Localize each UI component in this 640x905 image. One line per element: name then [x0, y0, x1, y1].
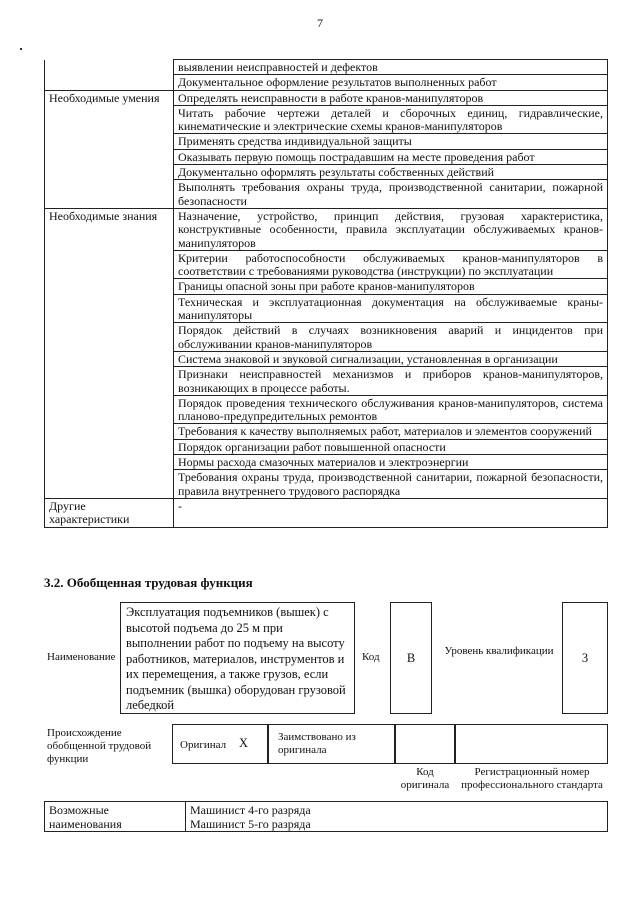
- code-value: В: [406, 651, 416, 665]
- origin-box: [172, 724, 608, 764]
- row-label: [45, 279, 174, 294]
- skills-knowledge-table: [44, 59, 608, 528]
- positions-table: [44, 801, 608, 832]
- table-row: [45, 90, 608, 105]
- table-row: [45, 165, 608, 180]
- function-name-text: Эксплуатация подъемников (вышек) с высотой подъема до 25 м при выполнении работ по подъему на высоту работников, материалов, инструментов и их перемещения, а также грузов, если подъемник (вышка) оборудован грузовой лебедкой: [126, 605, 346, 712]
- original-mark: X: [239, 736, 249, 750]
- row-text: Нормы расхода смазочных материалов и электроэнергии: [174, 455, 608, 470]
- row-text: Порядок проведения технического обслуживания кранов-манипуляторов, система планово-предупредительных ремонтов: [174, 395, 608, 424]
- row-label: [45, 105, 174, 134]
- code-original-caption: Код оригинала: [400, 766, 450, 791]
- table-row: [45, 208, 608, 250]
- row-text: Порядок действий в случаях возникновения аварий и инцидентов при обслуживании кранов-манипуляторов: [174, 323, 608, 352]
- row-label: [45, 250, 174, 279]
- table-row: [45, 395, 608, 424]
- origin-divider-3: [454, 724, 456, 764]
- row-text: Документально оформлять результаты собственных действий: [174, 165, 608, 180]
- row-label: [45, 75, 174, 90]
- origin-divider-2: [394, 724, 396, 764]
- row-text: выявлении неисправностей и дефектов: [174, 60, 608, 75]
- table-row: [45, 424, 608, 439]
- row-label: [45, 323, 174, 352]
- row-label: Другие характеристики: [45, 498, 174, 527]
- original-label: Оригинал: [180, 739, 227, 751]
- level-value-box: [562, 602, 608, 714]
- row-label: [45, 149, 174, 164]
- table-row: [45, 323, 608, 352]
- row-label: [45, 294, 174, 323]
- row-label: [45, 455, 174, 470]
- row-text: Требования к качеству выполняемых работ, материалов и элементов сооружений: [174, 424, 608, 439]
- row-text: Применять средства индивидуальной защиты: [174, 134, 608, 149]
- row-label: Необходимые знания: [45, 208, 174, 250]
- scan-dot: [20, 48, 22, 50]
- table-row: [45, 367, 608, 396]
- row-label: Необходимые умения: [45, 90, 174, 105]
- row-text: -: [174, 498, 608, 527]
- table-row: [45, 134, 608, 149]
- code-label: Код: [362, 651, 380, 663]
- table-row: [45, 250, 608, 279]
- table-row: [45, 351, 608, 366]
- function-name-box: [120, 602, 355, 714]
- level-value: 3: [581, 651, 589, 665]
- table-row: [45, 498, 608, 527]
- reg-number-caption: Регистрационный номер профессионального стандарта: [461, 766, 603, 791]
- level-label: Уровень квалификации: [444, 645, 554, 657]
- table-row: [45, 439, 608, 454]
- row-text: Техническая и эксплуатационная документация на обслуживаемые краны-манипуляторы: [174, 294, 608, 323]
- table-row: [45, 455, 608, 470]
- position-item: Машинист 5-го разряда: [190, 816, 311, 831]
- origin-label: Происхождение обобщенной трудовой функции: [47, 727, 152, 765]
- origin-divider-1: [267, 724, 269, 764]
- section-title: 3.2. Обобщенная трудовая функция: [44, 575, 253, 590]
- borrowed-label: Заимствовано из оригинала: [278, 731, 356, 756]
- row-text: Документальное оформление результатов выполненных работ: [174, 75, 608, 90]
- table-row: [45, 75, 608, 90]
- row-text: Критерии работоспособности обслуживаемых кранов-манипуляторов в соответствии с требованиями руководства (инструкции) по эксплуатации: [174, 250, 608, 279]
- row-label: [45, 367, 174, 396]
- position-item: Машинист 4-го разряда: [190, 803, 311, 817]
- table-row: [45, 470, 608, 499]
- row-text: Порядок организации работ повышенной опасности: [174, 439, 608, 454]
- row-label: [45, 180, 174, 209]
- positions-list: [186, 802, 608, 832]
- name-label: Наименование: [47, 651, 116, 663]
- row-label: [45, 439, 174, 454]
- row-label: [45, 424, 174, 439]
- row-text: Оказывать первую помощь пострадавшим на месте проведения работ: [174, 149, 608, 164]
- table-row: [45, 105, 608, 134]
- row-text: Читать рабочие чертежи деталей и сборочных единиц, гидравлические, кинематические и электрические схемы кранов-манипуляторов: [174, 105, 608, 134]
- row-text: Границы опасной зоны при работе кранов-манипуляторов: [174, 279, 608, 294]
- table-row: [45, 60, 608, 75]
- row-text: Назначение, устройство, принцип действия, грузовая характеристика, конструктивные особенности, правила эксплуатации обслуживаемых кранов-манипуляторов: [174, 208, 608, 250]
- positions-label: Возможные наименования: [45, 802, 186, 832]
- row-text: Признаки неисправностей механизмов и приборов кранов-манипуляторов, возникающих в процессе работы.: [174, 367, 608, 396]
- table-row: [45, 279, 608, 294]
- row-text: Система знаковой и звуковой сигнализации, установленная в организации: [174, 351, 608, 366]
- row-label: [45, 165, 174, 180]
- row-text: Выполнять требования охраны труда, производственной санитарии, пожарной безопасности: [174, 180, 608, 209]
- row-label: [45, 351, 174, 366]
- row-label: [45, 60, 174, 75]
- row-label: [45, 470, 174, 499]
- page-number: 7: [317, 16, 323, 30]
- table-row: [45, 294, 608, 323]
- row-text: Требования охраны труда, производственной санитарии, пожарной безопасности, правила внутреннего трудового распорядка: [174, 470, 608, 499]
- table-row: [45, 149, 608, 164]
- row-label: [45, 134, 174, 149]
- table-row: [45, 180, 608, 209]
- row-label: [45, 395, 174, 424]
- row-text: Определять неисправности в работе кранов-манипуляторов: [174, 90, 608, 105]
- code-value-box: [390, 602, 432, 714]
